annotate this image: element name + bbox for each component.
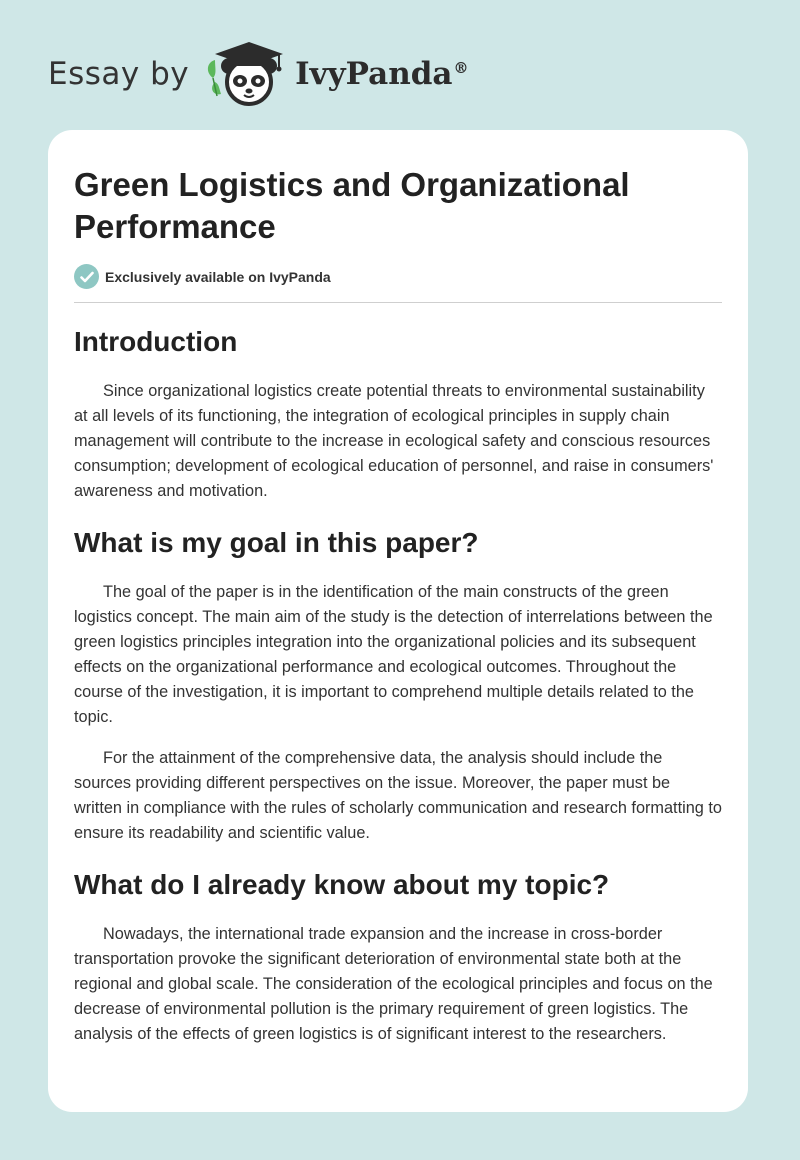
exclusive-text: Exclusively available on IvyPanda <box>105 268 331 285</box>
section-heading-knowledge: What do I already know about my topic? <box>74 869 610 900</box>
divider <box>74 302 722 303</box>
check-icon <box>74 264 99 289</box>
section-heading-goal: What is my goal in this paper? <box>74 527 479 558</box>
panda-logo-icon <box>203 36 289 113</box>
brand-prefix: Essay by <box>48 56 190 92</box>
paragraph-introduction: Since organizational logistics create potential threats to environmental sustainability at all levels of its functioning, the integration of ecological principles in supply chain management will contribute to the increase in ecological safety and conscious resources consumption; development of ecological education of personnel, and raise in consumers' awareness and motivation. <box>74 382 714 500</box>
registered-mark: ® <box>453 58 469 77</box>
brand-header <box>48 34 469 114</box>
exclusive-badge <box>74 264 722 289</box>
article-card <box>48 130 748 1112</box>
brand-name: IvyPanda® <box>295 56 469 92</box>
page-title: Green Logistics and Organizational Performance <box>74 166 630 245</box>
paragraph-goal-1: The goal of the paper is in the identification of the main constructs of the green logistics concept. The main aim of the study is the detection of interrelations between the green logistics principles integration into the organizational policies and its subsequent effects on the organizational performance and ecological outcomes. Throughout the course of the investigation, it is important to comprehend multiple details related to the topic. <box>74 583 713 726</box>
paragraph-knowledge: Nowadays, the international trade expansion and the increase in cross-border transportation provoke the significant deterioration of environmental state both at the regional and global scale. The consideration of the ecological principles and focus on the decrease of environmental pollution is the primary requirement of green logistics. The analysis of the effects of green logistics is of significant interest to the researchers. <box>74 925 713 1043</box>
section-heading-introduction: Introduction <box>74 326 238 357</box>
paragraph-goal-2: For the attainment of the comprehensive data, the analysis should include the sources providing different perspectives on the issue. Moreover, the paper must be written in compliance with the rules of scholarly communication and research formatting to ensure its readability and scientific value. <box>74 749 722 842</box>
